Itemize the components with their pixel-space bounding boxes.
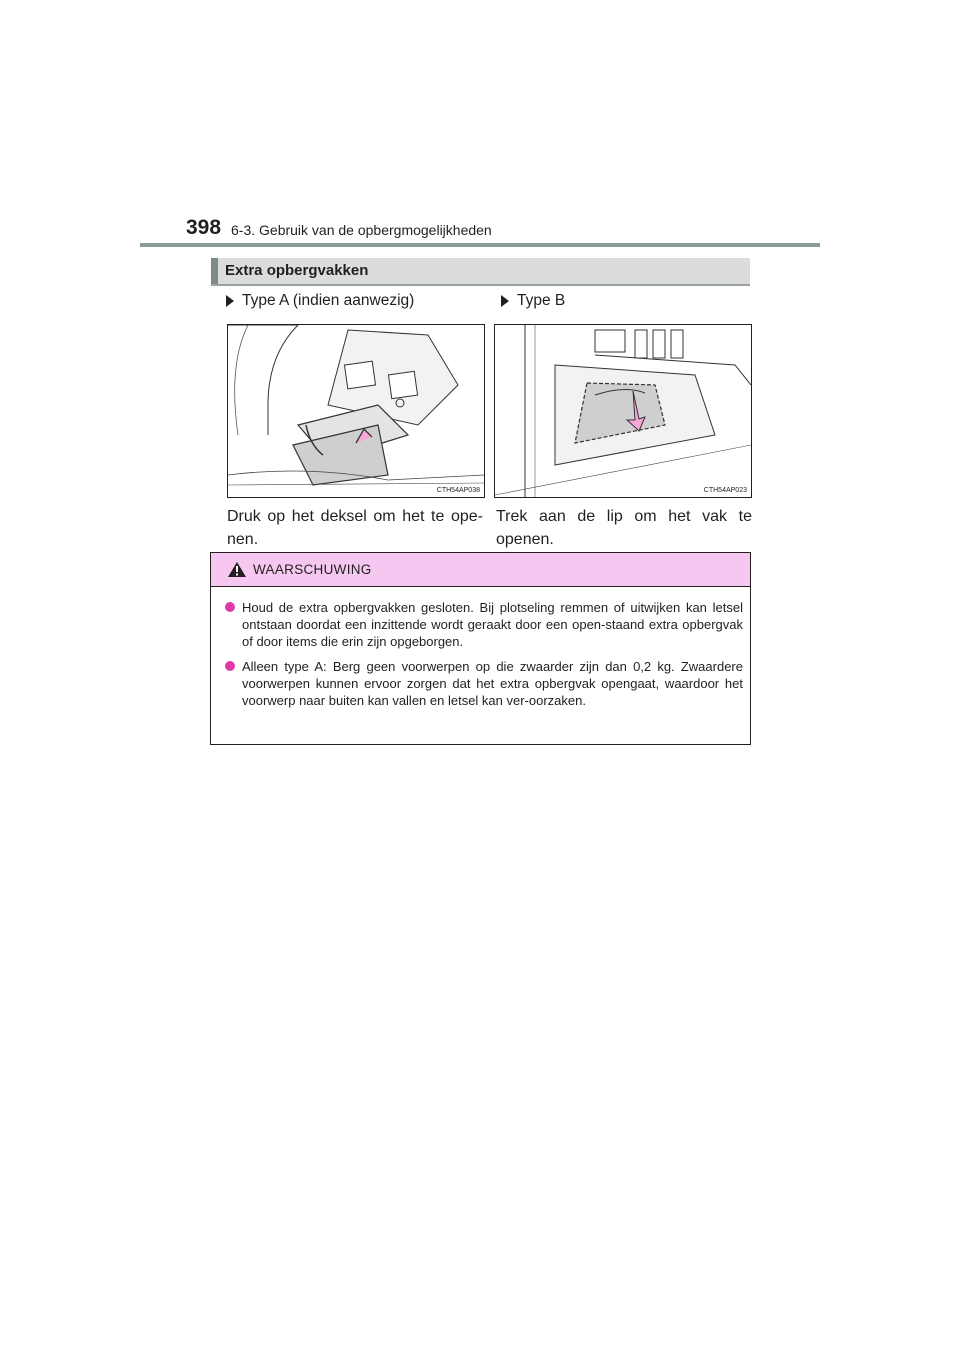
figure-code: CTH54AP038 <box>436 487 480 494</box>
warning-triangle-icon <box>227 561 247 578</box>
triangle-bullet-icon <box>226 295 234 307</box>
bullet-icon <box>225 602 235 612</box>
chapter-title: 6-3. Gebruik van de opbergmogelijkheden <box>231 222 492 238</box>
warning-header <box>211 553 750 587</box>
section-title: Extra opbergvakken <box>225 262 369 279</box>
triangle-bullet-icon <box>501 295 509 307</box>
figure-type-b <box>494 324 752 498</box>
warning-item <box>225 658 743 709</box>
warning-item-text: Houd de extra opbergvakken gesloten. Bij plotseling remmen of uitwijken kan letsel ontstaan doordat een inzittende wordt geraakt door een open-staand extra opbergvak of door items die erin zijn opgeborgen. <box>242 600 743 649</box>
page-number: 398 <box>186 216 222 239</box>
warning-item <box>225 599 743 650</box>
figure-code: CTH54AP023 <box>703 487 747 494</box>
caption-type-a: Druk op het deksel om het te ope-nen. <box>227 508 483 548</box>
figure-type-a <box>227 324 485 498</box>
overhead-console-illustration <box>228 325 484 497</box>
section-heading <box>211 258 750 286</box>
warning-box <box>210 552 751 745</box>
type-a-text: Type A (indien aanwezig) <box>242 292 415 309</box>
warning-title: WAARSCHUWING <box>253 562 372 577</box>
bullet-icon <box>225 661 235 671</box>
section-accent <box>211 258 218 284</box>
type-b-label <box>501 292 565 310</box>
header-rule <box>140 243 820 247</box>
dashboard-compartment-illustration <box>495 325 751 497</box>
caption-type-b: Trek aan de lip om het vak te openen. <box>496 508 752 548</box>
type-b-text: Type B <box>517 292 566 309</box>
type-a-label <box>226 292 414 310</box>
warning-item-text: Alleen type A: Berg geen voorwerpen op die zwaarder zijn dan 0,2 kg. Zwaardere voorwerpen kunnen ervoor zorgen dat het extra opbergvak opengaat, waardoor het voorwerp naar buiten kan vallen en letsel kan ver-oorzaken. <box>242 659 743 708</box>
